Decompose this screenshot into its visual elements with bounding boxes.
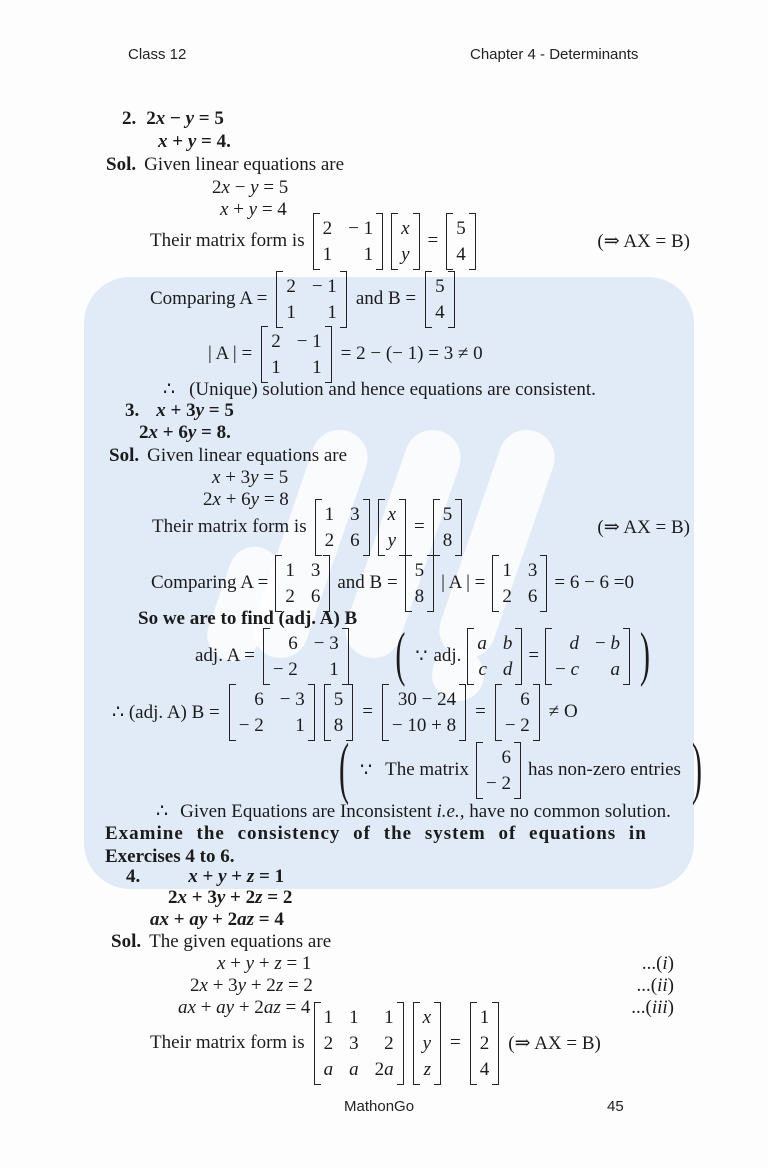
- footer-brand: [344, 1098, 414, 1115]
- left-paren: (: [339, 730, 349, 807]
- conclusion-text: (Unique) solution and hence equations are consistent.: [189, 378, 596, 400]
- matrix-cell: y: [401, 243, 410, 265]
- problem-4-matrix-form: [150, 1000, 601, 1086]
- solution-intro: Given linear equations are: [147, 445, 348, 466]
- matrix-cell: − 2: [485, 772, 511, 794]
- matrix-A: [261, 326, 331, 383]
- equals-sign: =: [414, 516, 425, 537]
- matrix-cell: 1: [323, 1006, 334, 1028]
- conclusion-pre: Given Equations are Inconsistent: [180, 800, 437, 822]
- problem-4-eq-1: [0, 953, 768, 975]
- problem-3-statement-1: [125, 400, 234, 422]
- matrix-A: [276, 271, 346, 328]
- matrix-abcd: [467, 628, 522, 685]
- solution-intro: Given linear equations are: [144, 154, 345, 175]
- right-paren: ): [691, 730, 702, 807]
- problem-2-eq-1: [212, 177, 288, 199]
- matrix-cell: 30 − 24: [397, 688, 457, 710]
- matrix-cell: 3: [310, 559, 321, 581]
- matrix-cell: 1: [324, 503, 335, 525]
- matrix-cell: 5: [442, 503, 453, 525]
- problem-2-determinant: [208, 326, 483, 382]
- ie-abbrev: i.e.,: [436, 800, 465, 822]
- equation-ref: ...(iii): [631, 997, 674, 1018]
- conclusion-post: have no common solution.: [464, 800, 671, 822]
- equals-sign: =: [528, 645, 540, 666]
- matrix-B: [446, 213, 476, 270]
- matrix-cell: 5: [414, 559, 425, 581]
- matrix-form-label: Their matrix form is: [150, 1032, 305, 1053]
- matrix-cell: − 3: [279, 688, 305, 710]
- matrix-cell: 2a: [374, 1058, 394, 1080]
- equals-sign: =: [475, 701, 486, 722]
- matrix-cell: a: [349, 1058, 359, 1080]
- because-symbol: ∵: [360, 759, 373, 781]
- matrix-adj-result: [545, 628, 630, 685]
- and-b-label: and B =: [355, 288, 417, 309]
- matrix-cell: z: [423, 1058, 432, 1080]
- matrix-cell: 4: [435, 301, 445, 323]
- adj-identity-note: [391, 622, 654, 688]
- det-result: = 6 − 6 =0: [554, 572, 635, 593]
- matrix-cell: 1: [312, 356, 322, 378]
- matrix-A: [275, 555, 330, 612]
- therefore-adj-label: ∴ (adj. A) B =: [112, 701, 220, 723]
- matrix-cell: 1: [363, 243, 374, 265]
- matrix-B: [405, 555, 435, 612]
- problem-number: 2.: [122, 108, 137, 129]
- matrix-cell: 1: [329, 658, 339, 680]
- matrix-cell: 2: [322, 217, 333, 239]
- matrix-cell: 5: [456, 217, 466, 239]
- right-paren: ): [640, 622, 650, 688]
- matrix-cell: − 3: [313, 632, 339, 654]
- matrix-cell: − 10 + 8: [391, 714, 457, 736]
- matrix-cell: 6: [527, 585, 538, 607]
- matrix-cell: 8: [414, 585, 425, 607]
- note-pre: The matrix: [385, 759, 469, 780]
- matrix-cell: 1: [286, 301, 296, 323]
- matrix-cell: 2: [479, 1032, 490, 1054]
- matrix-cell: 3: [527, 559, 538, 581]
- matrix-form-label: Their matrix form is: [150, 230, 305, 251]
- axb-note: (⇒ AX = B): [597, 230, 690, 252]
- problem-4-sol-intro: [111, 931, 331, 953]
- problem-2-matrix-form: [150, 213, 690, 269]
- problem-2-comparing: [150, 271, 455, 327]
- axb-note: (⇒ AX = B): [597, 516, 690, 538]
- matrix-cell: x: [387, 503, 397, 525]
- problem-3-sol-intro: [109, 445, 347, 467]
- matrix-A: [314, 1002, 404, 1085]
- matrix-cell: d: [502, 658, 513, 680]
- matrix-cell: 2: [285, 585, 295, 607]
- matrix-cell: 6: [288, 632, 298, 654]
- equation: x + y + z = 1: [188, 866, 285, 887]
- left-paren: (: [395, 622, 406, 688]
- matrix-cell: 6: [310, 585, 321, 607]
- comparing-label: Comparing A =: [150, 288, 268, 309]
- matrix-cell: 2: [324, 529, 335, 551]
- problem-3-eq-1: [212, 467, 288, 489]
- exercise-intro-text: Examine the consistency of the system of equations in: [105, 823, 647, 844]
- matrix-cell: 1: [327, 301, 337, 323]
- matrix-cell: 1: [384, 1006, 394, 1028]
- comparing-label: Comparing A =: [151, 572, 269, 593]
- exercise-intro-line-1: [105, 823, 647, 845]
- problem-4-statement-3: [150, 909, 284, 931]
- matrix-cell: 3: [350, 503, 360, 525]
- matrix-cell: − c: [555, 658, 580, 680]
- equation: x + 3y = 5: [156, 400, 234, 421]
- matrix-B: [425, 271, 455, 328]
- matrix-X: [413, 1002, 441, 1085]
- axb-note: (⇒ AX = B): [508, 1032, 601, 1054]
- equation: ax + ay + 2az = 4: [150, 909, 284, 930]
- matrix-cell: 5: [333, 688, 344, 710]
- problem-3-statement-2: [139, 422, 231, 444]
- matrix-cell: 1: [295, 714, 305, 736]
- matrix-cell: 1: [271, 356, 281, 378]
- matrix-cell: 1: [479, 1006, 490, 1028]
- matrix-cell: x: [422, 1006, 432, 1028]
- equation: x + y = 4: [220, 199, 287, 220]
- equation-ref: ...(ii): [636, 975, 674, 996]
- solution-intro: The given equations are: [149, 931, 332, 952]
- equation: 2x + 3y + 2z = 2: [168, 887, 293, 908]
- problem-2-statement-1: [122, 108, 224, 130]
- matrix-adjA: [229, 684, 315, 741]
- equation: x + 3y = 5: [212, 467, 289, 488]
- matrix-product: [382, 684, 466, 741]
- matrix-A: [492, 555, 547, 612]
- problem-2-sol-intro: [106, 154, 344, 176]
- find-adjA-B-text: So we are to find (adj. A) B: [138, 608, 358, 629]
- footer-page-number: [607, 1098, 624, 1115]
- matrix-cell: 3: [349, 1032, 359, 1054]
- matrix-cell: − 1: [311, 275, 337, 297]
- problem-2-statement-2: [158, 131, 231, 153]
- conclusion-text: [180, 801, 671, 823]
- matrix-result: [495, 684, 540, 741]
- matrix-cell: 2: [502, 585, 512, 607]
- matrix-cell: − 2: [504, 714, 530, 736]
- problem-number: 4.: [126, 866, 141, 887]
- matrix-cell: 6: [350, 529, 360, 551]
- matrix-cell: 1: [502, 559, 512, 581]
- matrix-cell: 1: [322, 243, 333, 265]
- matrix-B: [470, 1002, 500, 1085]
- matrix-cell: y: [422, 1032, 432, 1054]
- solution-label: Sol.: [109, 445, 140, 466]
- det-result: = 2 − (− 1) = 3 ≠ 0: [340, 343, 483, 364]
- equation: ax + ay + 2az = 4: [178, 997, 311, 1018]
- matrix-cell: b: [502, 632, 513, 654]
- equation: 2x + 6y = 8.: [139, 422, 231, 443]
- class-label: Class 12: [128, 46, 187, 63]
- det-label: | A | =: [441, 572, 486, 593]
- therefore-symbol: ∴: [156, 801, 169, 822]
- matrix-cell: a: [610, 658, 620, 680]
- matrix-cell: 6: [520, 688, 530, 710]
- equation: 2x − y = 5: [146, 108, 224, 129]
- matrix-cell: c: [478, 658, 487, 680]
- equals-sign: =: [450, 1032, 461, 1053]
- matrix-cell: a: [477, 632, 487, 654]
- matrix-X: [391, 213, 419, 270]
- equation: x + y = 4.: [158, 131, 231, 152]
- matrix-result: [476, 742, 521, 799]
- matrix-cell: 8: [333, 714, 344, 736]
- matrix-B: [433, 499, 463, 556]
- solution-label: Sol.: [111, 931, 142, 952]
- page-number: 45: [607, 1098, 624, 1115]
- problem-4-statement-1: [126, 866, 284, 888]
- matrix-cell: 1: [285, 559, 295, 581]
- matrix-cell: 5: [435, 275, 445, 297]
- equation: 2x − y = 5: [212, 177, 289, 198]
- problem-3-adj-line: [195, 624, 654, 688]
- chapter-label: Chapter 4 - Determinants: [470, 46, 639, 63]
- exercise-range-text: Exercises 4 to 6.: [105, 846, 235, 867]
- matrix-cell: 2: [323, 1032, 334, 1054]
- therefore-symbol: ∴: [163, 379, 176, 400]
- matrix-cell: 2: [271, 330, 281, 352]
- problem-3-comparing: [151, 555, 634, 611]
- problem-4-eq-2: [0, 975, 768, 997]
- matrix-cell: − b: [595, 632, 620, 654]
- header-right: [470, 46, 638, 63]
- equation: 2x + 6y = 8: [203, 489, 289, 510]
- matrix-cell: x: [401, 217, 410, 239]
- adj-note-label: adj.: [433, 645, 462, 666]
- problem-4-statement-2: [168, 887, 292, 909]
- matrix-cell: 1: [349, 1006, 359, 1028]
- exercise-intro-line-2: [105, 846, 234, 868]
- note-post: has non-zero entries: [527, 759, 681, 780]
- and-b-label: and B =: [337, 572, 398, 593]
- matrix-cell: − 2: [238, 714, 264, 736]
- matrix-cell: − 1: [348, 217, 374, 239]
- brand-text: MathonGo: [344, 1098, 415, 1115]
- det-label: | A | =: [208, 343, 253, 364]
- matrix-cell: 2: [286, 275, 296, 297]
- equation: 2x + 3y + 2z = 2: [190, 975, 313, 996]
- solution-label: Sol.: [106, 154, 137, 175]
- matrix-adjA: [263, 628, 349, 685]
- matrix-cell: 6: [501, 746, 511, 768]
- matrix-cell: 2: [384, 1032, 394, 1054]
- adj-label: adj. A =: [195, 645, 255, 666]
- matrix-cell: − 1: [296, 330, 322, 352]
- matrix-cell: 6: [254, 688, 264, 710]
- header-left: [128, 46, 186, 63]
- equals-sign: =: [427, 230, 439, 251]
- matrix-cell: a: [323, 1058, 334, 1080]
- matrix-cell: 8: [442, 529, 453, 551]
- equation: x + y + z = 1: [217, 953, 312, 974]
- problem-3-matrix-form: [152, 499, 690, 555]
- problem-2-conclusion: [163, 378, 596, 401]
- equals-sign: =: [362, 701, 373, 722]
- matrix-X: [378, 499, 406, 556]
- equation-ref: ...(i): [641, 953, 674, 974]
- matrix-cell: 4: [456, 243, 466, 265]
- problem-3-conclusion: [156, 800, 671, 823]
- matrix-form-label: Their matrix form is: [152, 516, 307, 537]
- problem-3-nonzero-note: [335, 730, 706, 807]
- neq-O: ≠ O: [548, 701, 578, 722]
- matrix-A: [315, 499, 370, 556]
- problem-number: 3.: [125, 400, 140, 421]
- matrix-cell: y: [387, 529, 397, 551]
- matrix-cell: − 2: [272, 658, 298, 680]
- matrix-cell: 4: [479, 1058, 490, 1080]
- matrix-cell: d: [569, 632, 580, 654]
- matrix-A: [313, 213, 383, 270]
- because-symbol: ∵: [415, 645, 428, 667]
